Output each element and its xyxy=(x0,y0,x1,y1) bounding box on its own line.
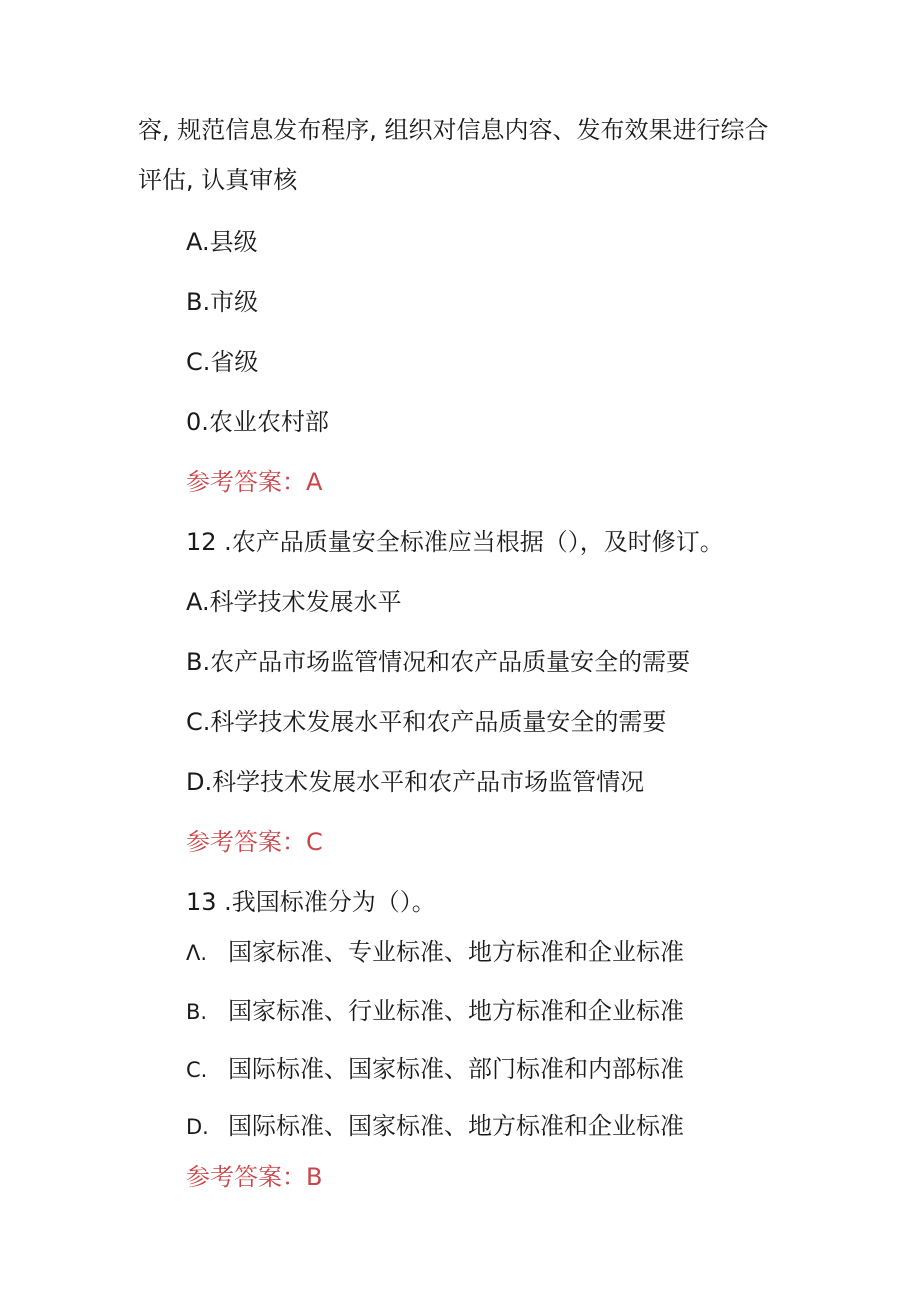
q13-option-c xyxy=(186,1054,684,1085)
q12-option-b: B.农产品市场监管情况和农产品质量安全的需要 xyxy=(186,648,691,676)
q13-option-a xyxy=(186,937,684,968)
q12-option-a: A.科学技术发展水平 xyxy=(186,588,402,616)
q13-answer: 参考答案：B xyxy=(186,1163,323,1191)
q11-option-a: A.县级 xyxy=(186,228,258,256)
q13-option-c-label: C. xyxy=(186,1058,208,1082)
q12-question: 12 .农产品质量安全标准应当根据（），及时修订。 xyxy=(186,528,724,556)
q11-option-c: C.省级 xyxy=(186,348,259,376)
q13-option-b-text: 国家标准、行业标准、地方标准和企业标准 xyxy=(228,997,684,1025)
q13-option-d xyxy=(186,1111,684,1142)
q13-option-a-label: Λ. xyxy=(186,941,208,965)
q13-option-d-label: D. xyxy=(186,1115,209,1139)
q12-answer: 参考答案：C xyxy=(186,828,323,856)
q13-option-a-text: 国家标准、专业标准、地方标准和企业标准 xyxy=(228,938,684,966)
q13-question: 13 .我国标准分为（）。 xyxy=(186,888,436,916)
continuation-line-1: 容, 规范信息发布程序, 组织对信息内容、发布效果进行综合 xyxy=(138,116,769,144)
q11-answer: 参考答案：A xyxy=(186,468,323,496)
q11-option-b: B.市级 xyxy=(186,288,259,316)
q11-option-d: 0.农业农村部 xyxy=(186,408,329,436)
q13-option-b xyxy=(186,996,684,1027)
q13-option-c-text: 国际标准、国家标准、部门标准和内部标准 xyxy=(228,1055,684,1083)
q12-option-d: D.科学技术发展水平和农产品市场监管情况 xyxy=(186,768,645,796)
continuation-line-2: 评估, 认真审核 xyxy=(138,166,298,194)
q13-option-d-text: 国际标准、国家标准、地方标准和企业标准 xyxy=(228,1112,684,1140)
q13-option-b-label: B. xyxy=(186,1000,208,1024)
q12-option-c: C.科学技术发展水平和农产品质量安全的需要 xyxy=(186,708,667,736)
